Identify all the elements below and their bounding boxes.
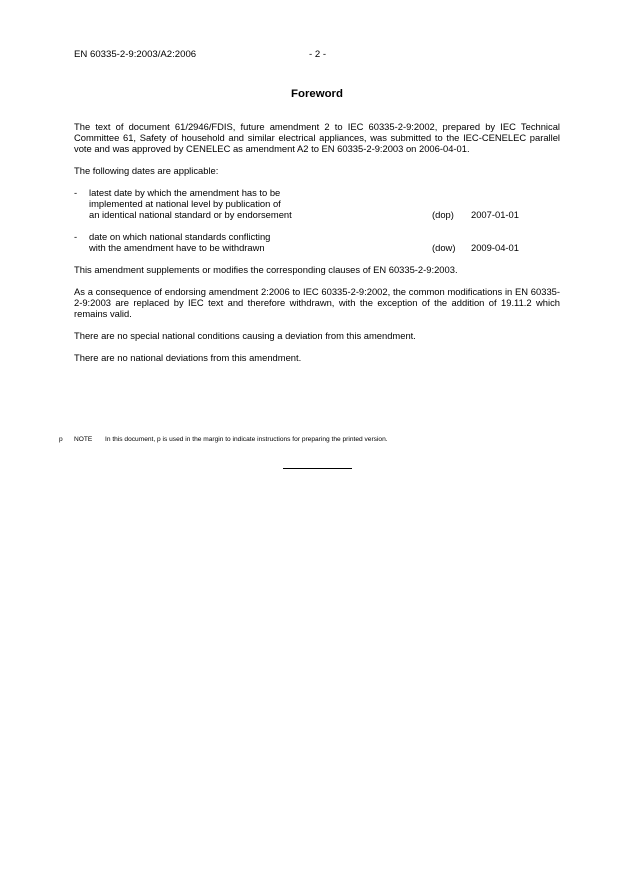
- section-title: Foreword: [291, 88, 343, 100]
- margin-marker: p: [59, 436, 63, 443]
- dates-item-line: implemented at national level by publication of: [89, 198, 281, 209]
- dates-item-line: with the amendment have to be withdrawn: [89, 242, 265, 253]
- note-text: In this document, p is used in the margin to indicate instructions for preparing the printed version.: [105, 436, 388, 443]
- dates-intro-paragraph: The following dates are applicable:: [74, 165, 219, 176]
- dates-item-abbr: (dow): [432, 242, 456, 253]
- document-id: EN 60335-2-9:2003/A2:2006: [74, 49, 197, 60]
- note-label: NOTE: [74, 436, 93, 443]
- list-dash: -: [74, 231, 78, 242]
- dates-item-date: 2007-01-01: [471, 209, 519, 220]
- end-rule: [283, 468, 352, 469]
- no-special-conditions-paragraph: There are no special national conditions causing a deviation from this amendment.: [74, 330, 416, 341]
- foreword-body: [74, 121, 560, 363]
- dates-item-line: an identical national standard or by endorsement: [89, 209, 292, 220]
- page-number: - 2 -: [309, 49, 327, 60]
- intro-paragraph: The text of document 61/2946/FDIS, future amendment 2 to IEC 60335-2-9:2002, prepared by IEC Technical Committee 61, Safety of household and similar electrical appliances, was submitted to the IEC-CENELEC parallel vote and was approved by CENELEC as amendment A2 to EN 60335-2-9:2003 on 2006-04-01.: [74, 121, 560, 154]
- consequence-paragraph: As a consequence of endorsing amendment 2:2006 to IEC 60335-2-9:2002, the common modifications in EN 60335-2-9:2003 are replaced by IEC text and therefore withdrawn, with the exception of the addition of 19.11.2 which remains valid.: [74, 286, 560, 319]
- supplements-paragraph: This amendment supplements or modifies the corresponding clauses of EN 60335-2-9:2003.: [74, 264, 458, 275]
- list-dash: -: [74, 187, 78, 198]
- no-deviations-paragraph: There are no national deviations from this amendment.: [74, 352, 302, 363]
- dates-item-dow: [74, 231, 560, 253]
- dates-item-dop: [74, 187, 560, 220]
- dates-item-abbr: (dop): [432, 209, 454, 220]
- dates-item-line: latest date by which the amendment has to be: [89, 187, 281, 198]
- dates-item-date: 2009-04-01: [471, 242, 519, 253]
- dates-item-line: date on which national standards conflicting: [89, 231, 271, 242]
